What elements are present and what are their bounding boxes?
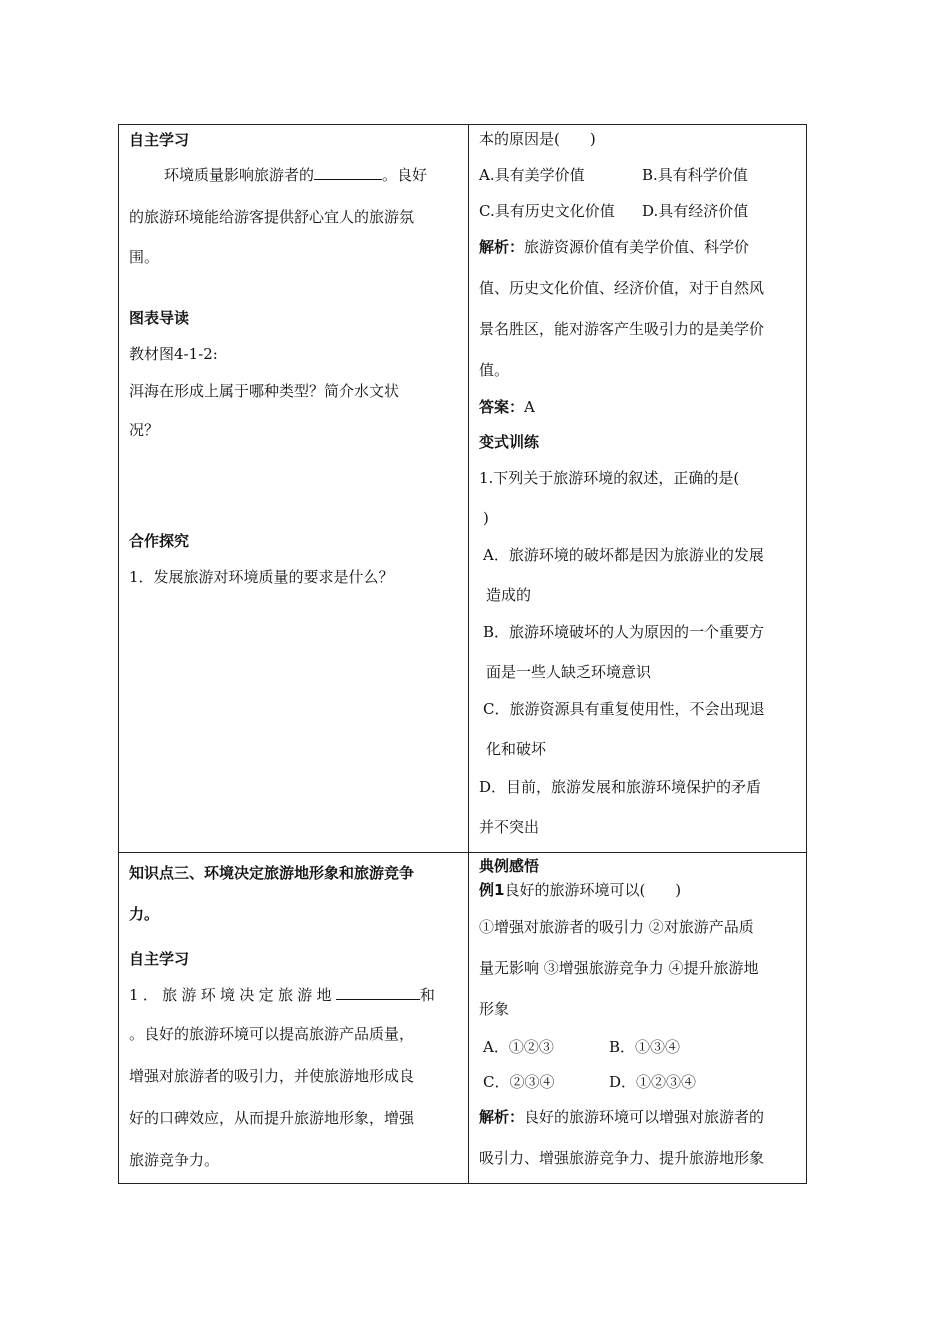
analysis-line: 景名胜区，能对游客产生吸引力的是美学价 [479,320,765,338]
paragraph-line: 的旅游环境能给游客提供舒心宜人的旅游氛 [129,208,415,226]
heading-self-study: 自主学习 [129,131,190,149]
analysis-line: 值、历史文化价值、经济价值，对于自然风 [479,279,765,297]
statement-line: 量无影响 ③增强旅游竞争力 ④提升旅游地 [479,959,759,977]
option-d: D.具有经济价值 [642,202,749,220]
option-b: B.具有科学价值 [642,166,748,184]
practice-option-b: 面是一些人缺乏环境意识 [486,663,652,681]
practice-option-a: 造成的 [486,586,532,604]
option-c: C．②③④ [483,1073,555,1091]
heading-chart-reading: 图表导读 [129,309,190,327]
answer-line [479,397,535,417]
question-line: 况？ [129,421,160,439]
heading-example: 典例感悟 [479,857,540,875]
paragraph-line: 环境质量影响旅游者的 。良好 [164,166,428,184]
practice-option-c: C．旅游资源具有重复使用性，不会出现退 [483,700,765,718]
example-label: 例1 [479,881,505,899]
practice-question: ) [483,509,489,527]
fill-blank[interactable] [336,985,420,1000]
paragraph-line: 1．旅游环境决定旅游地 和 [129,986,435,1004]
analysis-line: 解析：良好的旅游环境可以增强对旅游者的 [479,1108,765,1126]
knowledge-point-title: 力。 [129,905,160,923]
question-stem: 本的原因是( ) [479,130,596,148]
worksheet-table [118,124,807,1184]
column-divider [468,125,469,1183]
option-a: A.具有美学价值 [479,166,585,184]
practice-option-c: 化和破坏 [486,740,547,758]
analysis-label: 解析： [479,1108,525,1126]
practice-option-b: B．旅游环境破坏的人为原因的一个重要方 [483,623,765,641]
knowledge-point-title: 知识点三、环境决定旅游地形象和旅游竞争 [129,864,415,882]
analysis-label: 解析： [479,238,525,256]
paragraph-line: 好的口碑效应，从而提升旅游地形象，增强 [129,1109,415,1127]
paragraph-line: 增强对旅游者的吸引力，并使旅游地形成良 [129,1067,415,1085]
practice-question: 1.下列关于旅游环境的叙述，正确的是( [479,469,740,487]
paragraph-line: 旅游竞争力。 [129,1151,220,1169]
option-d: D．①②③④ [609,1073,697,1091]
heading-cooperative-inquiry: 合作探究 [129,532,190,550]
answer-label: 答案： [479,398,525,416]
row-divider [119,852,806,853]
figure-reference: 教材图4-1-2: [129,345,218,363]
practice-option-a: A．旅游环境的破坏都是因为旅游业的发展 [483,546,764,564]
paragraph-line: 围。 [129,248,160,266]
heading-self-study: 自主学习 [129,950,190,968]
option-b: B．①③④ [609,1038,681,1056]
practice-option-d: 并不突出 [479,818,540,836]
example-stem: 例1良好的旅游环境可以( ) [479,881,682,899]
analysis-line: 解析：旅游资源价值有美学价值、科学价 [479,238,750,256]
question-line: 洱海在形成上属于哪种类型？简介水文状 [129,382,400,400]
answer-value: A [524,398,535,416]
option-c: C.具有历史文化价值 [479,202,615,220]
analysis-line: 值。 [479,361,510,379]
statement-line: ①增强对旅游者的吸引力 ②对旅游产品质 [479,918,754,936]
analysis-line: 吸引力、增强旅游竞争力、提升旅游地形象 [479,1149,765,1167]
question-1: 1．发展旅游对环境质量的要求是什么？ [129,568,394,586]
fill-blank[interactable] [314,165,382,180]
paragraph-line: 。良好的旅游环境可以提高旅游产品质量， [129,1025,415,1043]
heading-variant-practice: 变式训练 [479,433,540,451]
statement-line: 形象 [479,1000,510,1018]
option-a: A．①②③ [483,1038,554,1056]
practice-option-d: D．目前，旅游发展和旅游环境保护的矛盾 [479,778,762,796]
